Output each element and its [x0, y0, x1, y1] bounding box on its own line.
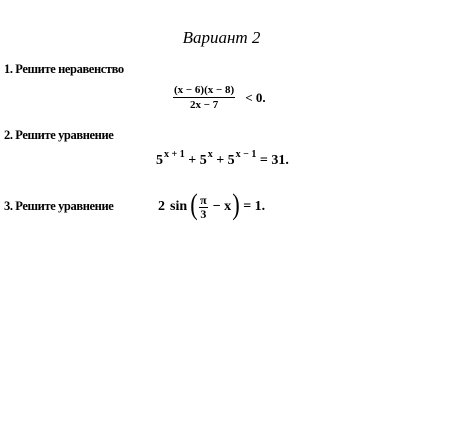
task-3-rhs: = 1. [243, 199, 266, 214]
task-2-equation [156, 149, 289, 169]
task-2-exp-1: x + 1 [164, 149, 185, 160]
task-1-label: 1. Решите неравенство [4, 62, 124, 76]
task-3-func: sin [170, 199, 188, 214]
task-2-label: 2. Решите уравнение [4, 128, 114, 142]
task-2-plus-1: + [188, 153, 197, 168]
task-3-frac-num: π [200, 192, 207, 207]
task-3-close-paren: ) [232, 188, 240, 221]
task-3-fraction [199, 194, 208, 221]
task-2-plus-2: + [216, 153, 225, 168]
task-2-base-3: 5 [227, 153, 235, 168]
task-3-frac-den: 3 [200, 206, 207, 221]
task-3-equation [158, 189, 265, 225]
task-2-exp-2: x [207, 149, 213, 160]
task-1-inequality [173, 84, 266, 111]
task-3-coef: 2 [158, 199, 165, 214]
task-1-denominator: 2x − 7 [189, 99, 219, 111]
task-2-base-2: 5 [199, 153, 207, 168]
variant-title: Вариант 2 [182, 28, 261, 47]
task-1-relation: < 0. [245, 89, 266, 105]
task-2-rhs: = 31. [259, 153, 289, 168]
task-1-fraction [173, 84, 235, 111]
task-3-minus-x: − x [212, 199, 232, 214]
task-3-label: 3. Решите уравнение [4, 199, 114, 213]
task-2-exp-3: x − 1 [235, 149, 257, 160]
task-1-numerator: (x − 6)(x − 8) [174, 84, 235, 96]
task-3-open-paren: ( [190, 188, 198, 221]
task-2-base-1: 5 [156, 153, 163, 168]
